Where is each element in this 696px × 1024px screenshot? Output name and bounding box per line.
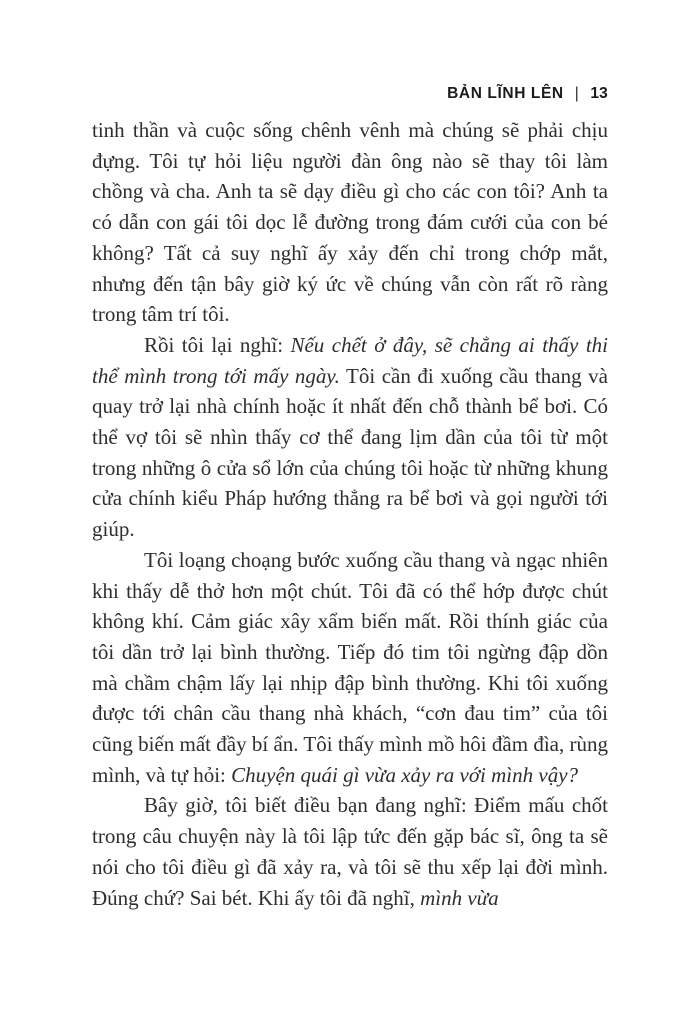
body-text bbox=[92, 115, 608, 913]
running-title: BẢN LĨNH LÊN bbox=[447, 85, 564, 102]
text-run: Rồi tôi lại nghĩ: bbox=[144, 332, 291, 357]
page-number: 13 bbox=[590, 85, 608, 102]
italic-text-run: mình vừa bbox=[420, 885, 499, 910]
text-run: Tôi cần đi xuống cầu thang và quay trở lại nhà chính hoặc ít nhất đến chỗ thành bể bơi. Có thể vợ tôi sẽ nhìn thấy cơ thể đang lịm dần của tôi từ một trong những ô cửa sổ lớn của chúng tôi hoặc từ những khung cửa chính kiểu Pháp hướng thẳng ra bể bơi và gọi người tới giúp. bbox=[92, 363, 608, 542]
paragraph bbox=[92, 115, 608, 330]
page-header bbox=[92, 84, 608, 104]
italic-text-run: Nếu chết ở đây, sẽ chẳng ai thấy thi thể mình trong tới mấy ngày. bbox=[92, 332, 608, 388]
text-run: Tôi loạng choạng bước xuống cầu thang và ngạc nhiên khi thấy dễ thở hơn một chút. Tôi đã có thể hớp được chút không khí. Cảm giác xây xẩm biến mất. Rồi thính giác của tôi dần trở lại bình thường. Tiếp đó tim tôi ngừng đập dồn mà chầm chậm lấy lại nhịp đập bình thường. Khi tôi xuống được tới chân cầu thang nhà khách, “cơn đau tim” của tôi cũng biến mất đầy bí ẩn. Tôi thấy mình mồ hôi đầm đìa, rùng mình, và tự hỏi: bbox=[92, 547, 608, 787]
italic-text-run: Chuyện quái gì vừa xảy ra với mình vậy? bbox=[231, 762, 579, 787]
paragraph bbox=[92, 330, 608, 545]
text-run: Bây giờ, tôi biết điều bạn đang nghĩ: Điểm mấu chốt trong câu chuyện này là tôi lập tức đến gặp bác sĩ, ông ta sẽ nói cho tôi điều gì đã xảy ra, và tôi sẽ thu xếp lại đời mình. Đúng chứ? Sai bét. Khi ấy tôi đã nghĩ, bbox=[92, 793, 608, 910]
paragraph bbox=[92, 545, 608, 791]
text-run: tinh thần và cuộc sống chênh vênh mà chúng sẽ phải chịu đựng. Tôi tự hỏi liệu người đàn ông nào sẽ thay tôi làm chồng và cha. Anh ta sẽ dạy điều gì cho các con tôi? Anh ta có dẫn con gái tôi dọc lễ đường trong đám cưới của con bé không? Tất cả suy nghĩ ấy xảy đến chỉ trong chớp mắt, nhưng đến tận bây giờ ký ức về chúng vẫn còn rất rõ ràng trong tâm trí tôi. bbox=[92, 118, 608, 327]
paragraph bbox=[92, 790, 608, 913]
header-separator: | bbox=[574, 85, 580, 102]
